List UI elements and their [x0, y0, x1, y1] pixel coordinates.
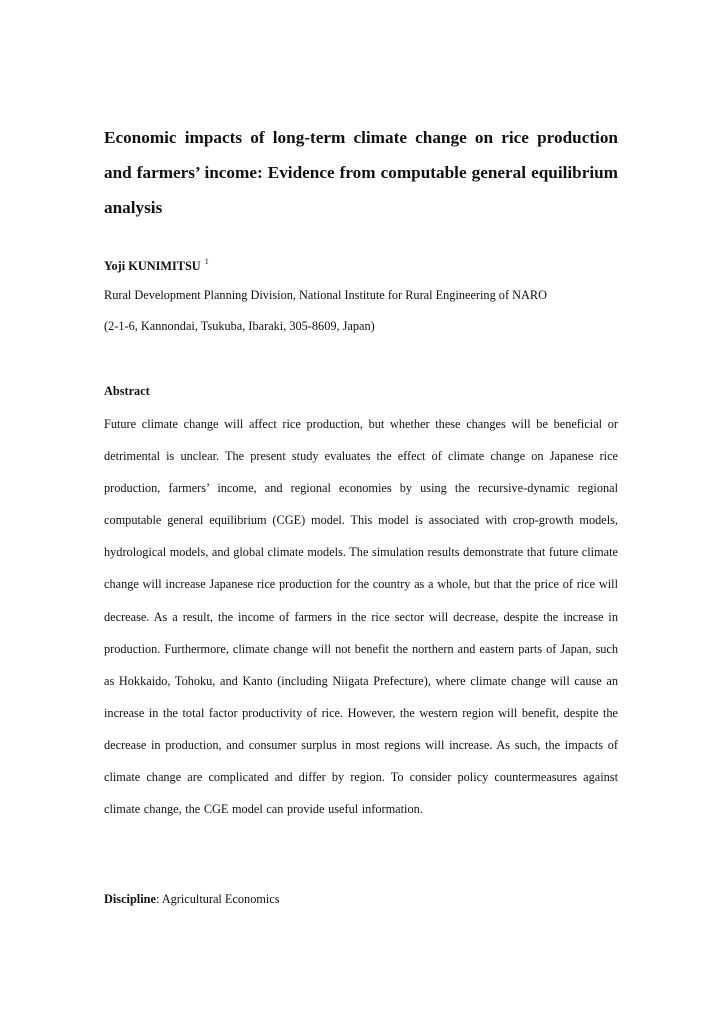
abstract-body: Future climate change will affect rice production, but whether these changes will be beneficial or detrimental is unclear. The present study evaluates the effect of climate change on Japanese rice production, farmers’ income, and regional economies by using the recursive-dynamic regional computable general equilibrium (CGE) model. This model is associated with crop-growth models, hydrological models, and global climate models. The simulation results demonstrate that future climate change will increase Japanese rice production for the country as a whole, but that the price of rice will decrease. As a result, the income of farmers in the rice sector will decrease, despite the increase in production. Furthermore, climate change will not benefit the northern and eastern parts of Japan, such as Hokkaido, Tohoku, and Kanto (including Niigata Prefecture), where climate change will cause an increase in the total factor productivity of rice. However, the western region will benefit, despite the decrease in production, and consumer surplus in most regions will increase. As such, the impacts of climate change are complicated and differ by region. To consider policy countermeasures against climate change, the CGE model can provide useful information. — [104, 417, 618, 817]
affiliation-division: Rural Development Planning Division, National Institute for Rural Engineering of NARO — [104, 288, 547, 302]
author-affiliation-mark: 1 — [204, 257, 209, 266]
author-name: Yoji KUNIMITSU — [104, 259, 201, 273]
discipline-label: Discipline — [104, 892, 156, 906]
paper-title: Economic impacts of long-term climate change on rice production and farmers’ income: Evidence from computable general equilibrium analysis — [104, 128, 618, 217]
abstract-heading: Abstract — [104, 384, 150, 398]
author-line — [104, 257, 209, 274]
discipline-line — [104, 892, 280, 907]
affiliation-address: (2-1-6, Kannondai, Tsukuba, Ibaraki, 305-8609, Japan) — [104, 319, 375, 333]
discipline-value: Agricultural Economics — [161, 892, 280, 906]
discipline-separator: : — [155, 892, 162, 906]
